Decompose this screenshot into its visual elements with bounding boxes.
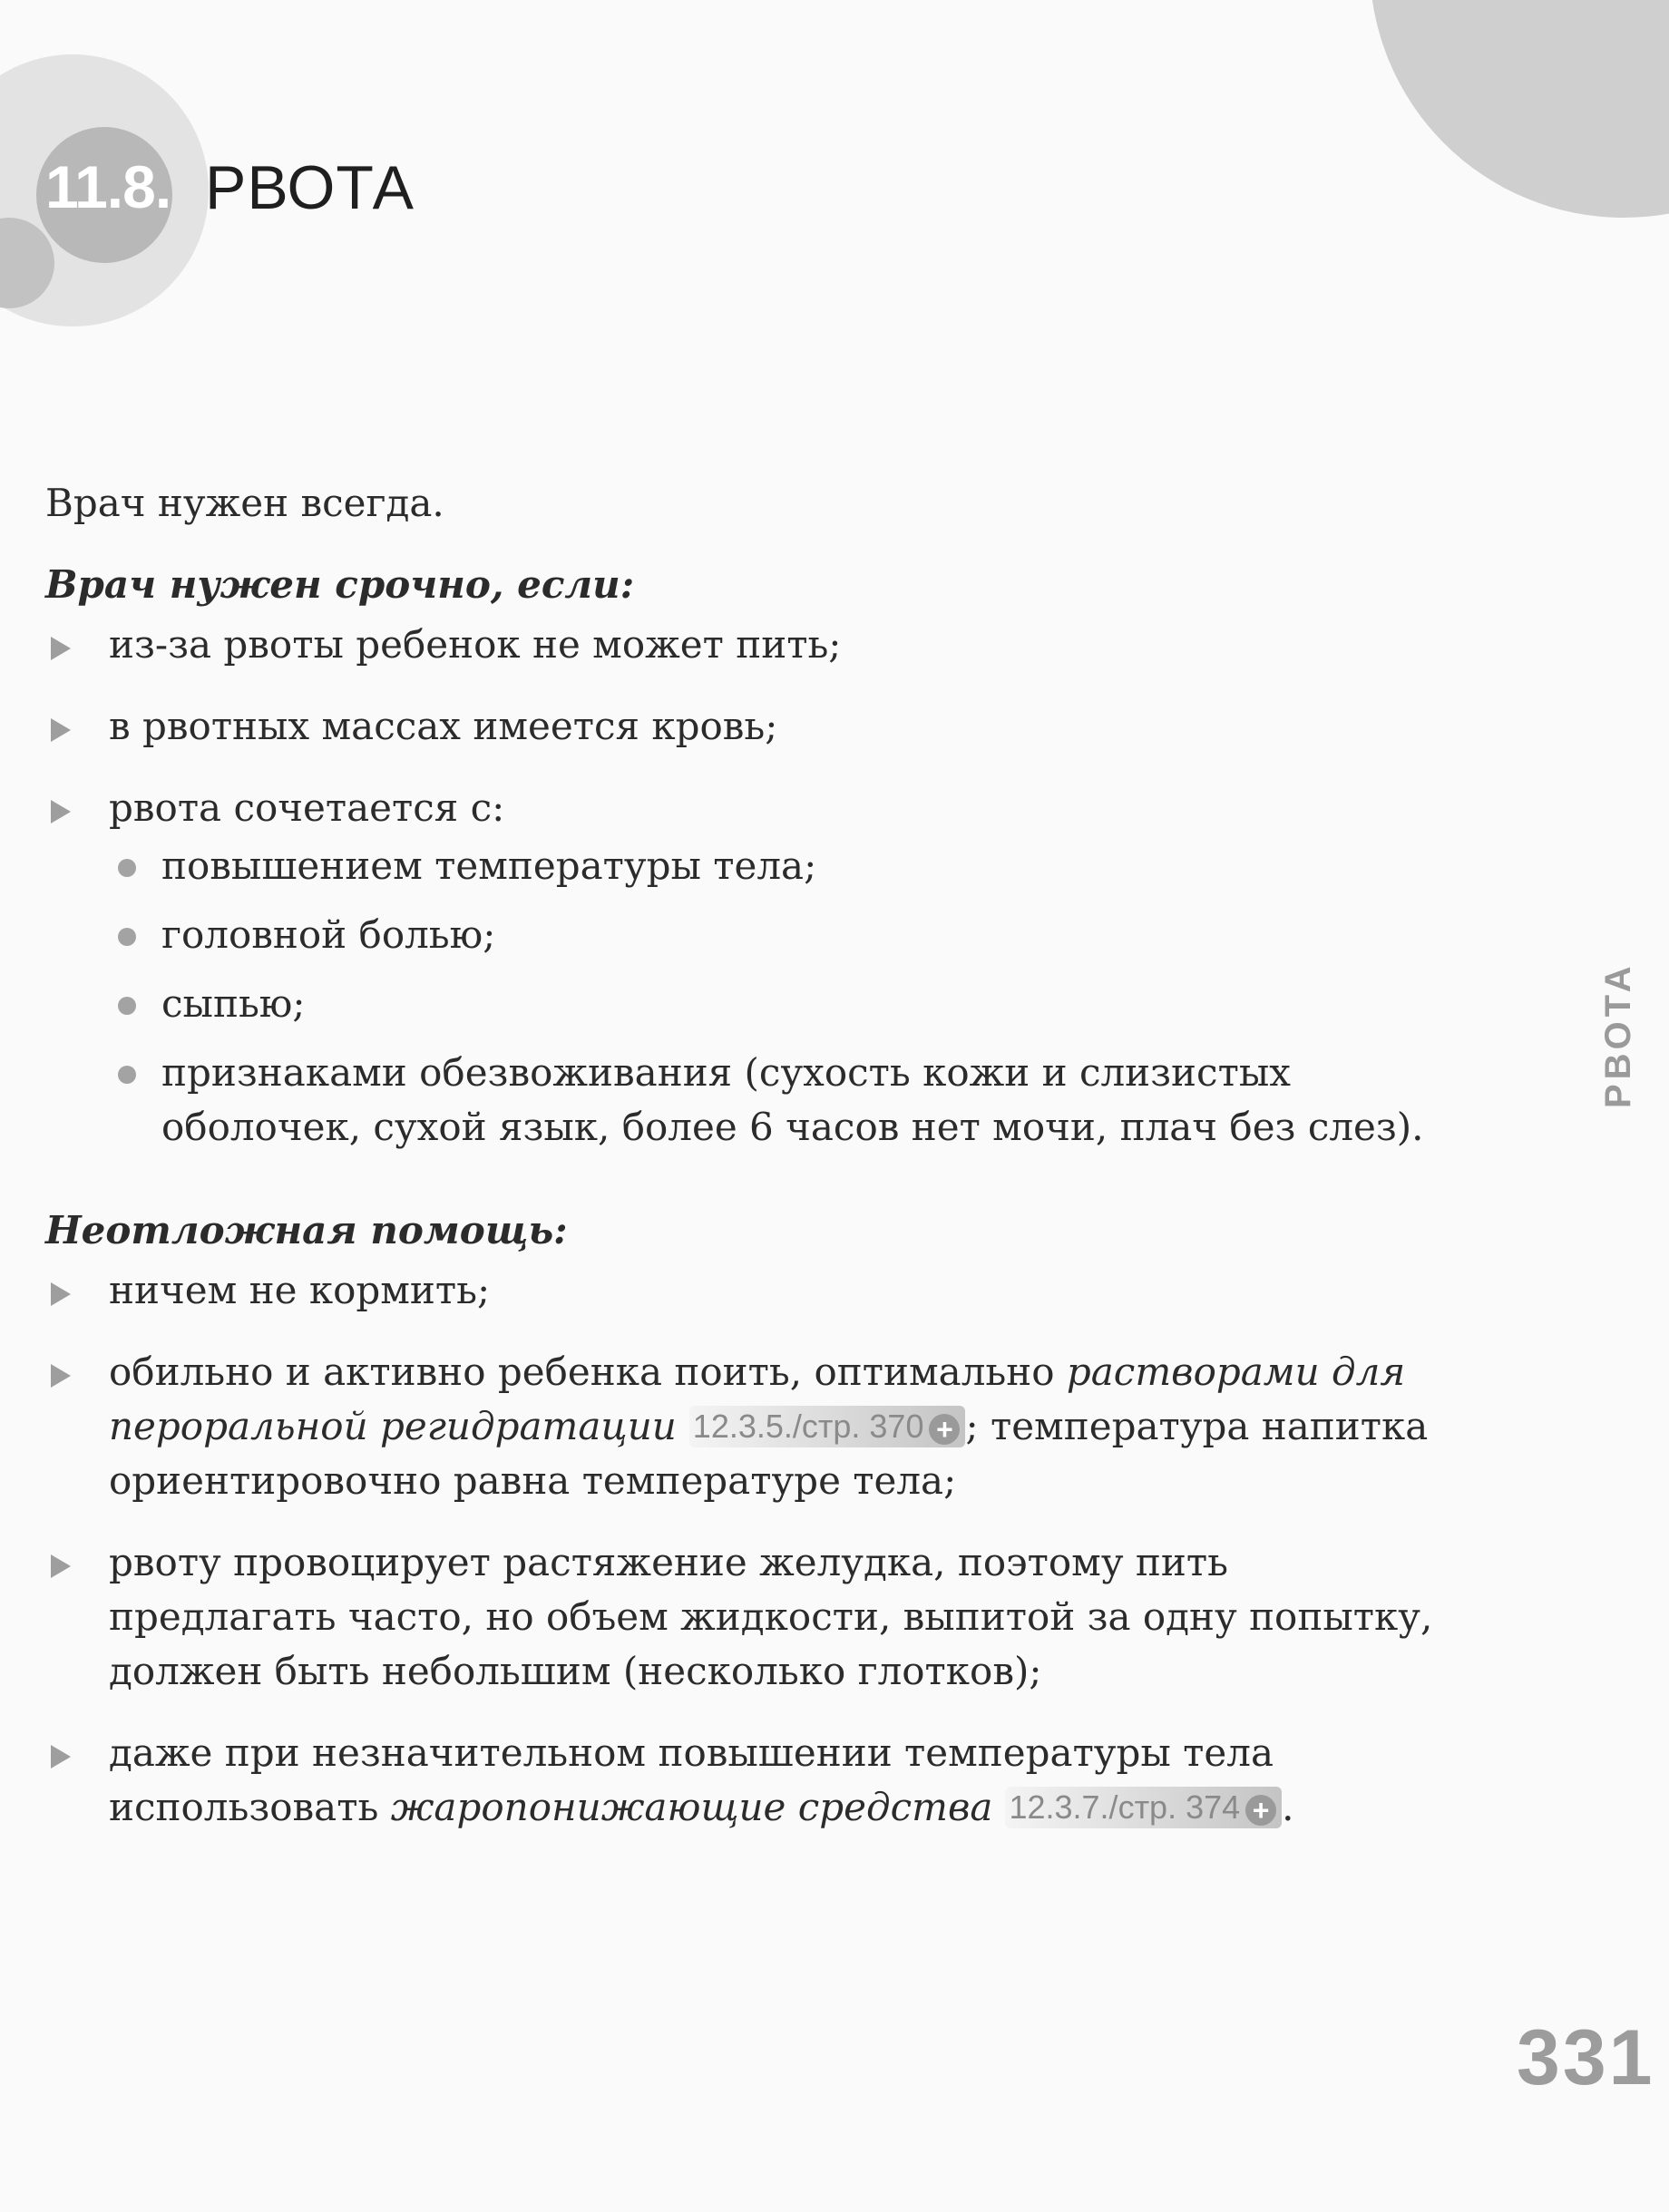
- section-title: РВОТА: [205, 153, 415, 222]
- emergency-list: [45, 1263, 1460, 1835]
- sublist-item-text: признаками обезвоживания (сухость кожи и слизистых оболочек, сухой язык, более 6 часов нет мочи, плач без слез).: [161, 1050, 1424, 1149]
- bullet-dot-icon: [118, 928, 136, 946]
- cross-reference-link[interactable]: [689, 1406, 966, 1447]
- article-body: [45, 476, 1460, 1862]
- bullet-dot-icon: [118, 1066, 136, 1084]
- list-item-text: обильно и активно ребенка поить, оптимально: [109, 1350, 1067, 1394]
- sublist-item: [109, 1046, 1460, 1155]
- list-item: [45, 781, 1460, 1155]
- list-item-text: ничем не кормить;: [109, 1268, 491, 1312]
- rehydration-term: растворами для пероральной регидратации: [109, 1350, 1406, 1448]
- plus-icon: +: [1245, 1795, 1276, 1826]
- bullet-triangle-icon: [51, 637, 71, 660]
- sublist-item-text: головной болью;: [161, 912, 496, 957]
- emergency-heading: Неотложная помощь:: [45, 1208, 568, 1252]
- list-item: [45, 1263, 1460, 1318]
- sublist-item-text: повышением температуры тела;: [161, 843, 817, 888]
- list-item: [45, 618, 1460, 672]
- page-number: 331: [1517, 2014, 1655, 2101]
- list-item-text: рвота сочетается с:: [109, 785, 505, 830]
- urgent-list: [45, 618, 1460, 1155]
- corner-decoration: [1370, 0, 1669, 218]
- list-item-text: из-за рвоты ребенок не может пить;: [109, 622, 842, 667]
- cross-reference-text: 12.3.5./стр. 370: [692, 1408, 924, 1445]
- list-item: [45, 1726, 1460, 1835]
- bullet-triangle-icon: [51, 1282, 71, 1306]
- section-number: 11.8.: [45, 153, 171, 220]
- antipyretic-term: жаропонижающие средства: [390, 1785, 993, 1829]
- urgent-heading: Врач нужен срочно, если:: [45, 562, 635, 607]
- sublist-item: [109, 908, 1460, 962]
- list-item: [45, 699, 1460, 754]
- bullet-triangle-icon: [51, 1554, 71, 1578]
- sublist-item: [109, 977, 1460, 1031]
- bullet-triangle-icon: [51, 718, 71, 742]
- side-tab-label: РВОТА: [1598, 961, 1638, 1108]
- list-item-text: ; температура напитка ориентировочно равна температуре тела;: [109, 1404, 1429, 1503]
- list-item-text: рвоту провоцирует растяжение желудка, поэтому пить предлагать часто, но объем жидкости, выпитой за одну попытку, должен быть небольшим (несколько глотков);: [109, 1540, 1433, 1693]
- symptom-sublist: [109, 839, 1460, 1155]
- cross-reference-link[interactable]: [1005, 1787, 1282, 1828]
- bullet-triangle-icon: [51, 1364, 71, 1388]
- list-item-text: в рвотных массах имеется кровь;: [109, 704, 778, 748]
- list-item-text: даже при незначительном повышении температуры тела использовать: [109, 1730, 1274, 1829]
- bullet-triangle-icon: [51, 800, 71, 823]
- bullet-triangle-icon: [51, 1745, 71, 1769]
- intro-text: Врач нужен всегда.: [45, 481, 444, 525]
- sublist-item: [109, 839, 1460, 893]
- list-item: [45, 1535, 1460, 1699]
- list-item-text: .: [1282, 1785, 1294, 1829]
- list-item: [45, 1345, 1460, 1508]
- bullet-dot-icon: [118, 997, 136, 1015]
- plus-icon: +: [929, 1414, 960, 1445]
- bullet-dot-icon: [118, 859, 136, 877]
- sublist-item-text: сыпью;: [161, 981, 306, 1026]
- cross-reference-text: 12.3.7./стр. 374: [1009, 1788, 1241, 1826]
